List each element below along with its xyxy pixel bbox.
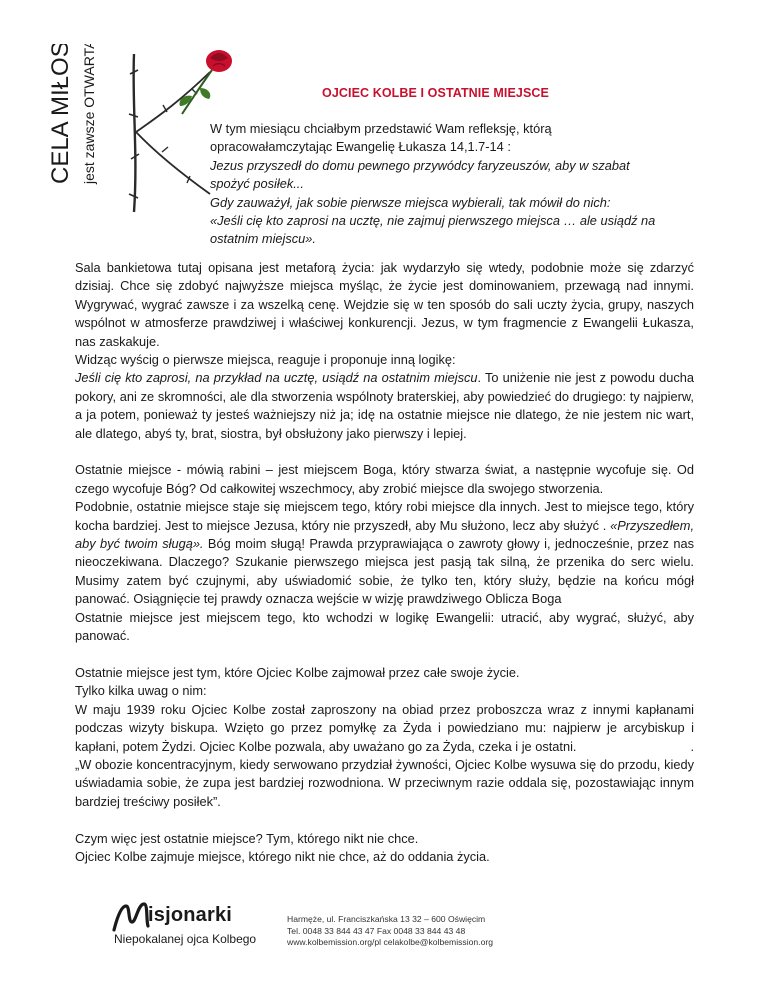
- intro-quote-line: Jezus przyszedł do domu pewnego przywódcy faryzeuszów, aby w szabat: [210, 157, 630, 173]
- paragraph: [75, 701, 694, 756]
- footer-phone: Tel. 0048 33 844 43 47 Fax 0048 33 844 43 48: [287, 925, 466, 936]
- article-body: [75, 259, 694, 866]
- intro-line: W tym miesiącu chciałbym przedstawić Wam refleksję, którą: [210, 121, 552, 136]
- paragraph: [75, 498, 694, 608]
- footer-contact: [287, 914, 493, 949]
- quote-italic: «Przyszedłem, aby być twoim sługą».: [75, 517, 694, 552]
- intro-quote-line: Gdy zauważył, jak sobie pierwsze miejsca wybierali, tak mówił do nich:: [210, 194, 611, 210]
- paragraph: Czym więc jest ostatnie miejsce? Tym, którego nikt nie chce.: [75, 830, 419, 846]
- intro-line: opracowałamczytając Ewangelię Łukasza 14,1.7-14 :: [210, 139, 511, 155]
- paragraph-text: . To uniżenie nie jest z powodu ducha pokory, ani ze skromności, ale dla stworzenia wspólnoty braterskiej, aby powiedzieć do drugiego: ty najpierw, a ja potem, ponieważ ty jesteś ważniejszy niż ja; idę na ostatnie miejsce nie dlatego, że nie jestem nic wart, ale dlatego, abyś ty, brat, siostra, był obsłużony jako pierwszy i lepiej.: [75, 370, 694, 441]
- quote-italic: Jeśli cię kto zaprosi, na przykład na ucztę, usiądź na ostatnim miejscu: [75, 370, 478, 386]
- intro-block: [210, 120, 710, 249]
- logo-vertical-main: CELA MIŁOSCI: [47, 44, 74, 184]
- misjonarki-logo: [110, 900, 280, 960]
- stray-dot: .: [690, 738, 694, 754]
- paragraph-text: Bóg moim sługą! Prawda przyprawiająca o zawroty głowy i, jednocześnie, przez nas nieoczekiwana. Dlaczego? Szukanie pierwszego miejsca jest pasją tak silną, że przenika do serc wielu. Musimy zatem być czujnymi, aby uświadomić sobie, że tylko ten, który służy, będzie na końcu mógł panować. Osiągnięcie tej prawdy oznacza wejście w wizję prawdziwego Oblicza Boga: [75, 536, 694, 607]
- paragraph: Ostatnie miejsce - mówią rabini – jest miejscem Boga, który stwarza świat, a następnie wycofuje się. Od czego wycofuje Bóg? Od całkowitej wszechmocy, aby zrobić miejsce dla swojego stworzenia.: [75, 462, 694, 496]
- logo-subtitle: Niepokalanej ojca Kolbego: [114, 932, 257, 946]
- paragraph: Widząc wyścig o pierwsze miejsca, reaguje i proponuje inną logikę:: [75, 352, 456, 368]
- intro-quote-line: ostatnim miejscu».: [210, 231, 316, 247]
- paragraph: „W obozie koncentracyjnym, kiedy serwowano przydział żywności, Ojciec Kolbe wysuwa się do przodu, kiedy uświadamia sobie, że zupa jest bardziej rozwodniona. W przeciwnym razie oddala się, pozostawiając innym bardziej treściwy posiłek”.: [75, 756, 694, 809]
- paragraph: [75, 369, 694, 443]
- paragraph: Sala bankietowa tutaj opisana jest metaforą życia: jak wydarzyło się wtedy, podobnie może się zdarzyć dzisiaj. Chce się zdobyć najwyższe miejsca myśląc, że życie jest dominowaniem, przewagą nad innymi. Wygrywać, wygrać zawsze i za wszelką cenę. Wejdzie się w ten sposób do sali uczty życia, grupy, naszych wspólnot w atmosferze prawdziwej i właściwej konkurencji. Jezus, w tym fragmencie z Ewangelii Łukasza, nas zaskakuje.: [75, 260, 694, 349]
- paragraph-text: Podobnie, ostatnie miejsce staje się miejscem tego, który robi miejsce dla innych. Jest to miejsce tego, który kocha bardziej. Jest to miejsce Jezusa, który nie przyszedł, aby Mu służono, lecz aby służyć .: [75, 499, 694, 533]
- logo-word: isjonarki: [148, 904, 233, 926]
- logo-vertical-sub: jest zawsze OTWARTA: [81, 44, 97, 184]
- article-title: OJCIEC KOLBE I OSTATNIE MIEJSCE: [322, 86, 549, 100]
- intro-quote-line: «Jeśli cię kto zaprosi na ucztę, nie zajmuj pierwszego miejsca … ale usiądź na: [210, 213, 656, 229]
- rose-icon: [206, 50, 232, 72]
- paragraph: Ostatnie miejsce jest miejscem tego, kto wchodzi w logikę Ewangelii: utracić, aby wygrać, służyć, aby panować.: [75, 609, 694, 644]
- misjonarki-m-icon: [110, 900, 150, 934]
- paragraph-text: W maju 1939 roku Ojciec Kolbe został zaproszony na obiad przez proboszcza wraz z innymi kapłanami podczas wizyty biskupa. Wzięto go przez pomyłkę za Żyda i powiedziano mu: najpierw je arcybiskup i kapłani, potem Żydzi. Ojciec Kolbe pozwala, aby uważano go za Żyda, czeka i je ostatni.: [75, 701, 694, 754]
- paragraph: Tylko kilka uwag o nim:: [75, 683, 207, 699]
- footer-web: www.kolbemission.org/pl celakolbe@kolbemission.org: [287, 937, 493, 947]
- intro-quote-line: spożyć posiłek...: [210, 176, 304, 192]
- footer-address: Harmęże, ul. Franciszkańska 13 32 – 600 Oświęcim: [287, 914, 486, 924]
- paragraph: Ostatnie miejsce jest tym, które Ojciec Kolbe zajmował przez całe swoje życie.: [75, 664, 520, 680]
- paragraph: Ojciec Kolbe zajmuje miejsce, którego nikt nie chce, aż do oddania życia.: [75, 848, 490, 864]
